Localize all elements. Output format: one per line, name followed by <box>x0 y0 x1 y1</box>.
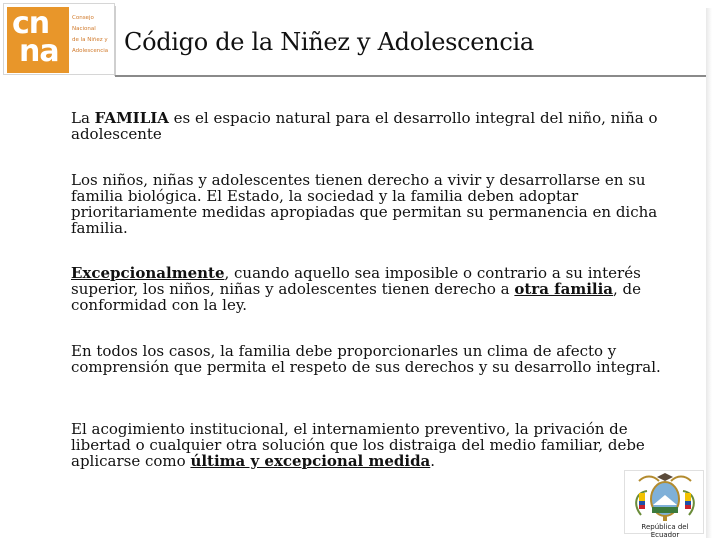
coat-of-arms-icon <box>625 471 705 523</box>
logo-text-lines <box>72 13 108 57</box>
logo-line: Nacional <box>72 26 96 32</box>
underlined-text: última y excepcional medida <box>190 452 431 470</box>
logo-line: Consejo <box>72 15 94 21</box>
logo-line: Adolescencia <box>72 48 109 54</box>
paragraph-familia <box>71 110 674 142</box>
seal-caption: República del Ecuador <box>641 523 689 539</box>
underlined-text: Excepcionalmente <box>71 264 225 282</box>
title-underline-rule <box>115 75 710 77</box>
text-run: , de conformidad con la ley. <box>71 280 642 314</box>
text-run: es el espacio natural para el desarrollo integral del niño, niña o adolescente <box>71 109 658 143</box>
logo-letters-bottom: na <box>19 34 59 69</box>
ecuador-seal <box>624 470 704 539</box>
text-run: , cuando aquello sea imposible o contrario a su interés superior, los niños, niñas y adolescentes tienen derecho a <box>71 264 641 298</box>
logo-orange-tile <box>7 7 69 73</box>
text-run: El acogimiento institucional, el internamiento preventivo, la privación de libertad o cualquier otra solución que los distraiga del medio familiar, debe aplicarse como <box>71 420 645 470</box>
paragraph-derecho-familia: Los niños, niñas y adolescentes tienen derecho a vivir y desarrollarse en su familia biológica. El Estado, la sociedad y la familia deben adoptar prioritariamente medidas apropiadas que permitan su permanencia en dicha familia. <box>71 171 658 237</box>
paragraph-clima-afecto: En todos los casos, la familia debe proporcionarles un clima de afecto y comprensión que permita el respeto de sus derechos y su desarrollo integral. <box>71 342 661 376</box>
bold-text: FAMILIA <box>94 109 169 127</box>
paragraph-excepcionalmente <box>71 265 674 313</box>
slide-title: Código de la Niñez y Adolescencia <box>124 28 534 56</box>
underlined-text: otra familia <box>514 280 614 298</box>
text-run: . <box>430 452 436 470</box>
slide-shadow-edge <box>706 8 712 538</box>
title-frame-left <box>114 6 116 76</box>
logo-line: de la Niñez y <box>72 37 108 43</box>
cnna-logo <box>3 3 115 75</box>
paragraph-acogimiento <box>71 421 674 469</box>
logo-letters-top: cn <box>12 6 50 41</box>
text-run: La <box>71 109 95 127</box>
